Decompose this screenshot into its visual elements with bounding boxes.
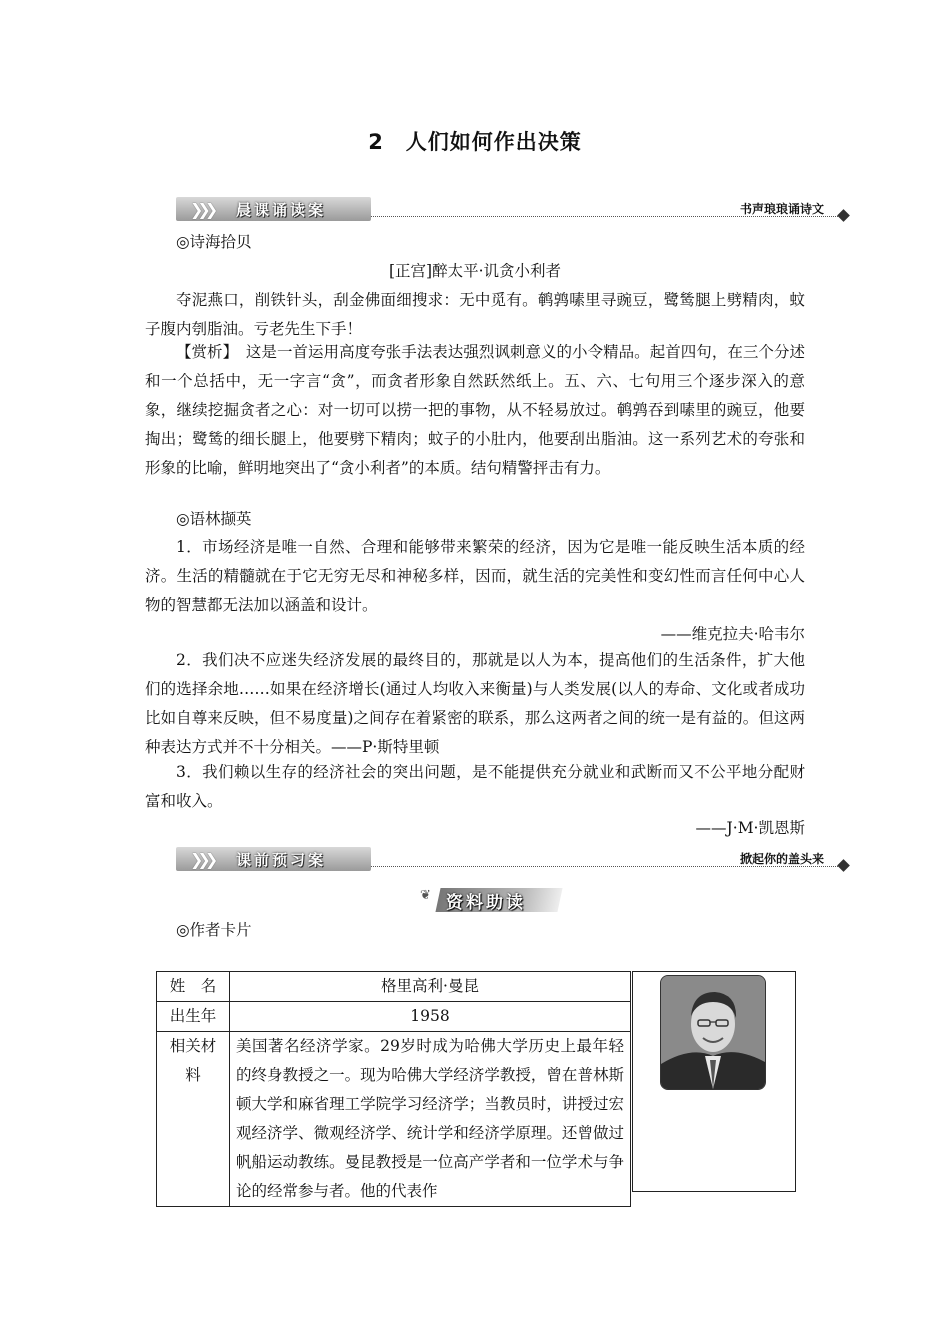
author-card-table bbox=[156, 971, 631, 1207]
quote-1-author: ——维克拉夫·哈韦尔 bbox=[660, 625, 805, 643]
chevron-icon: ❯❯❯ bbox=[190, 200, 213, 219]
section-subtitle: 书声琅琅诵诗文 bbox=[739, 202, 824, 216]
page-title: 2 人们如何作出决策 bbox=[368, 130, 582, 154]
section-header-morning bbox=[176, 197, 848, 223]
material-label: 相关材料 bbox=[157, 1032, 230, 1207]
badge-label: 资料助读 bbox=[446, 893, 526, 913]
poem-analysis: 【赏析】 这是一首运用高度夸张手法表达强烈讽刺意义的小令精品。起首四句，在三个分述和一个总括中，无一字言“贪”，而贪者形象自然跃然纸上。五、六、七句用三个逐步深入的意象，继续挖掘贪者之心：对一切可以捞一把的事物，从不轻易放过。鹌鹑吞到嗉里的豌豆，他要掏出；鹭鸶的细长腿上，他要劈下精肉；蚊子的小肚内，他要刮出脂油。这一系列艺术的夸张和形象的比喻，鲜明地突出了“贪小利者”的本质。结句精警抨击有力。 bbox=[145, 343, 805, 477]
name-label: 姓 名 bbox=[157, 972, 230, 1002]
poem-body: 夺泥燕口，削铁针头，刮金佛面细搜求：无中觅有。鹌鹑嗉里寻豌豆，鹭鸶腿上劈精肉，蚊子腹内刳脂油。亏老先生下手！ bbox=[145, 291, 805, 338]
section-tab bbox=[176, 197, 371, 221]
card-heading: ◎作者卡片 bbox=[176, 921, 252, 939]
poem-title: [正宫]醉太平·讥贪小利者 bbox=[388, 262, 562, 280]
section-label: 课前预习案 bbox=[236, 851, 327, 869]
reading-aid-badge bbox=[420, 886, 570, 916]
quote-1: 1．市场经济是唯一自然、合理和能够带来繁荣的经济，因为它是唯一能反映生活本质的经济。生活的精髓就在于它无穷无尽和神秘多样，因而，就生活的完美性和变幻性而言任何中心人物的智慧都无法加以涵盖和设计。 bbox=[145, 538, 805, 614]
born-label: 出生年 bbox=[157, 1002, 230, 1032]
born-value: 1958 bbox=[230, 1002, 631, 1032]
leaf-icon: ❦ bbox=[420, 888, 431, 903]
poem-heading: ◎诗海拾贝 bbox=[176, 233, 252, 251]
name-value: 格里高利·曼昆 bbox=[230, 972, 631, 1002]
quote-3: 3．我们赖以生存的经济社会的突出问题，是不能提供充分就业和武断而又不公平地分配财富和收入。 bbox=[145, 763, 805, 810]
diamond-icon bbox=[837, 209, 850, 222]
section-header-preview bbox=[176, 847, 848, 873]
section-tab bbox=[176, 847, 371, 871]
quote-3-author: ——J·M·凯恩斯 bbox=[695, 819, 805, 837]
author-photo bbox=[660, 975, 766, 1090]
section-label: 晨课诵读案 bbox=[236, 201, 327, 219]
diamond-icon bbox=[837, 859, 850, 872]
section-subtitle: 掀起你的盖头来 bbox=[739, 852, 824, 866]
material-value: 美国著名经济学家。29岁时成为哈佛大学历史上最年轻的终身教授之一。现为哈佛大学经济学教授，曾在普林斯顿大学和麻省理工学院学习经济学；当教员时，讲授过宏观经济学、微观经济学、统计学和经济学原理。还曾做过帆船运动教练。曼昆教授是一位高产学者和一位学术与争论的经常参与者。他的代表作 bbox=[230, 1032, 631, 1207]
chevron-icon: ❯❯❯ bbox=[190, 850, 213, 869]
quote-2: 2．我们决不应迷失经济发展的最终目的，那就是以人为本，提高他们的生活条件，扩大他们的选择余地……如果在经济增长(通过人均收入来衡量)与人类发展(以人的寿命、文化或者成功比如自尊来反映，但不易度量)之间存在着紧密的联系，那么这两者之间的统一是有益的。但这两种表达方式并不十分相关。——P·斯特里顿 bbox=[145, 651, 805, 756]
quotes-heading: ◎语林撷英 bbox=[176, 510, 252, 528]
